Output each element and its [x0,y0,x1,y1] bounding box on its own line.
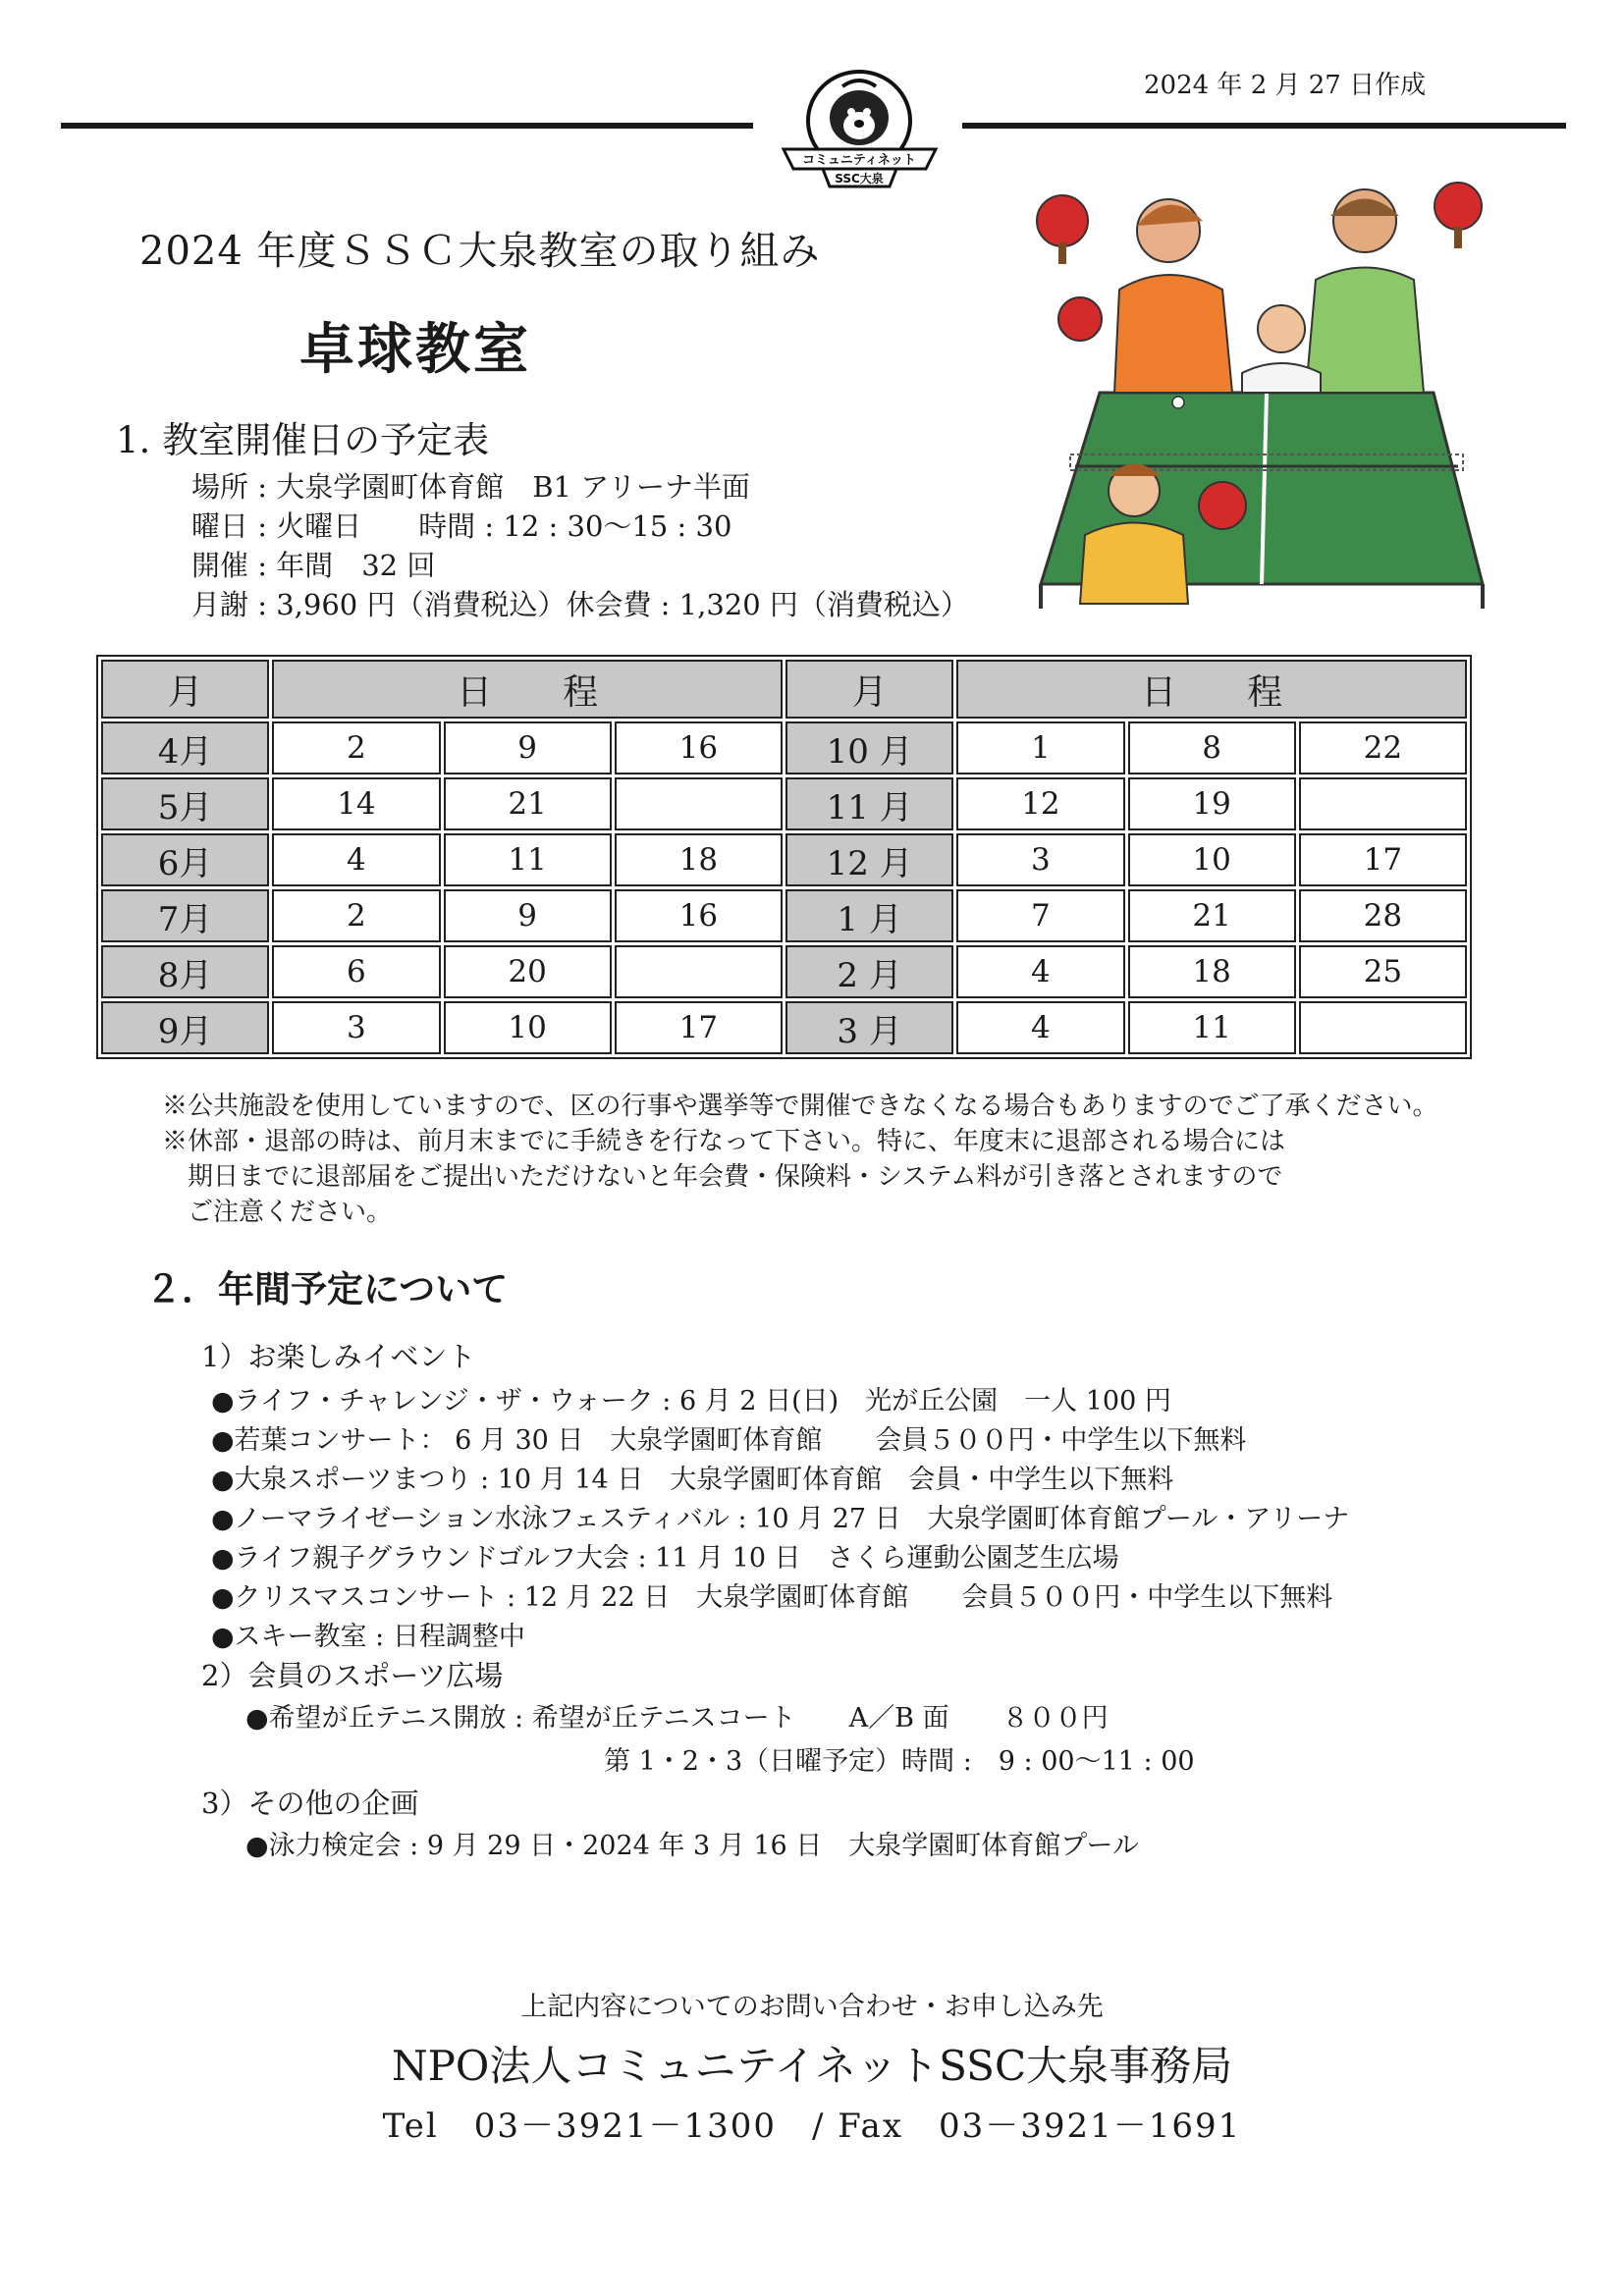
header-rule-left [61,123,753,129]
day-cell: 18 [1128,945,1296,998]
sports-subheading: 2）会員のスポーツ広場 [201,1659,504,1692]
day-cell: 10 [1128,833,1296,886]
contact-phone-fax: Tel 03－3921－1300 / Fax 03－3921－1691 [382,2107,1242,2146]
day-cell: 1 [956,721,1124,774]
month-cell: 10 月 [785,721,953,774]
schedule-row [101,1001,1467,1054]
day-cell: 16 [615,889,783,942]
tennis-item: ●希望が丘テニス開放 : 希望が丘テニスコート A／B 面 ８００円 [245,1703,1109,1734]
day-time-info: 曜日 : 火曜日 時間 : 12 : 30～15 : 30 [191,509,732,543]
day-cell: 8 [1128,721,1296,774]
schedule-row [101,777,1467,830]
tennis-time: 第 1・2・3（日曜予定）時間 : 9 : 00～11 : 00 [604,1746,1195,1777]
month-cell: 4月 [101,721,269,774]
month-cell: 12 月 [785,833,953,886]
day-cell: 4 [956,1001,1124,1054]
month-cell: 7月 [101,889,269,942]
place-info: 場所 : 大泉学園町体育館 B1 アリーナ半面 [191,470,751,504]
other-subheading: 3）その他の企画 [201,1787,419,1820]
schedule-row [101,945,1467,998]
organization-name: NPO法人コミュニテイネットSSC大泉事務局 [391,2042,1233,2090]
header-month-left: 月 [101,660,269,719]
day-cell: 2 [272,721,440,774]
month-cell: 5月 [101,777,269,830]
month-cell: 1 月 [785,889,953,942]
month-cell: 8月 [101,945,269,998]
logo-text-top: コミュニティネット [802,153,916,168]
day-cell: 2 [272,889,440,942]
schedule-row [101,721,1467,774]
note-line: 期日までに退部届をご提出いただけないと年会費・保険料・システム料が引き落とされますので [162,1162,1283,1192]
day-cell [615,777,783,830]
event-item: ●ノーマライゼーション水泳フェスティバル : 10 月 27 日 大泉学園町体育館プール・アリーナ [211,1504,1350,1534]
month-cell: 6月 [101,833,269,886]
day-cell: 20 [444,945,612,998]
day-cell: 9 [444,889,612,942]
day-cell: 16 [615,721,783,774]
day-cell: 3 [272,1001,440,1054]
note-line: ご注意ください。 [162,1198,393,1227]
section1-title: 1. 教室開催日の予定表 [116,419,490,461]
day-cell [1299,777,1467,830]
note-line: ※公共施設を使用していますので、区の行事や選挙等で開催できなくなる場合もありますのでご了承ください。 [162,1092,1438,1121]
logo-text-bottom: SSC大泉 [835,172,884,186]
event-item: ●若葉コンサート： 6 月 30 日 大泉学園町体育館 会員５００円・中学生以下無料 [211,1425,1247,1456]
sessions-info: 開催 : 年間 32 回 [191,549,436,582]
day-cell: 4 [956,945,1124,998]
day-cell: 17 [615,1001,783,1054]
schedule-table [96,655,1472,1059]
day-cell: 7 [956,889,1124,942]
other-item: ●泳力検定会 : 9 月 29 日・2024 年 3 月 16 日 大泉学園町体育館プール [245,1831,1139,1861]
day-cell: 4 [272,833,440,886]
header-rule-right [962,123,1566,129]
day-cell: 10 [444,1001,612,1054]
day-cell: 12 [956,777,1124,830]
day-cell: 25 [1299,945,1467,998]
events-subheading: 1）お楽しみイベント [201,1340,476,1373]
day-cell [615,945,783,998]
contact-lead: 上記内容についてのお問い合わせ・お申し込み先 [520,1992,1104,2022]
day-cell [1299,1001,1467,1054]
schedule-row [101,833,1467,886]
header-dates-right: 日 程 [956,660,1467,719]
event-item: ●スキー教室 : 日程調整中 [211,1622,525,1652]
event-item: ●ライフ・チャレンジ・ザ・ウォーク : 6 月 2 日(日) 光が丘公園 一人 100 円 [211,1386,1171,1416]
day-cell: 17 [1299,833,1467,886]
day-cell: 22 [1299,721,1467,774]
month-cell: 11 月 [785,777,953,830]
table-tennis-players-illustration [1021,182,1502,614]
fees-info: 月謝 : 3,960 円（消費税込）休会費 : 1,320 円（消費税込） [191,588,969,621]
event-item: ●クリスマスコンサート : 12 月 22 日 大泉学園町体育館 会員５００円・中学生以下無料 [211,1582,1333,1613]
month-cell: 3 月 [785,1001,953,1054]
day-cell: 21 [1128,889,1296,942]
created-date: 2024 年 2 月 27 日作成 [1144,71,1427,100]
header-month-right: 月 [785,660,953,719]
day-cell: 21 [444,777,612,830]
day-cell: 11 [444,833,612,886]
schedule-row [101,889,1467,942]
note-line: ※休部・退部の時は、前月末までに手続きを行なって下さい。特に、年度末に退部される場合には [162,1127,1286,1156]
day-cell: 28 [1299,889,1467,942]
day-cell: 18 [615,833,783,886]
page-title: 卓球教室 [299,318,531,382]
event-item: ●ライフ親子グラウンドゴルフ大会 : 11 月 10 日 さくら運動公園芝生広場 [211,1543,1119,1574]
schedule-header-row [101,660,1467,719]
event-item: ●大泉スポーツまつり : 10 月 14 日 大泉学園町体育館 会員・中学生以下無料 [211,1465,1174,1495]
day-cell: 11 [1128,1001,1296,1054]
day-cell: 19 [1128,777,1296,830]
section2-title: ２．年間予定について [145,1268,509,1310]
month-cell: 2 月 [785,945,953,998]
day-cell: 9 [444,721,612,774]
day-cell: 14 [272,777,440,830]
year-title: 2024 年度ＳＳＣ大泉教室の取り組み [139,229,821,274]
dog-logo-icon [774,67,946,192]
day-cell: 6 [272,945,440,998]
month-cell: 9月 [101,1001,269,1054]
header-dates-left: 日 程 [272,660,783,719]
day-cell: 3 [956,833,1124,886]
